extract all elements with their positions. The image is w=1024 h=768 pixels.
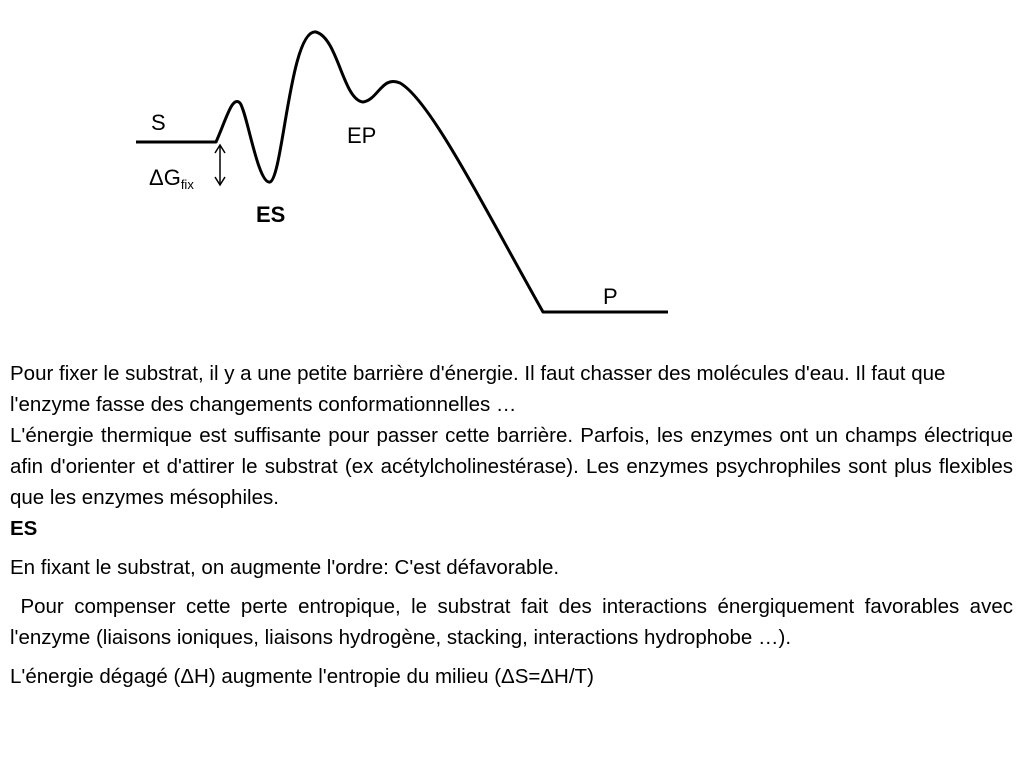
label-p: P xyxy=(603,284,618,309)
energy-curve xyxy=(136,32,668,312)
delta-g-arrow xyxy=(215,145,225,185)
paragraph-3: En fixant le substrat, on augmente l'ordre: C'est défavorable. xyxy=(10,556,560,579)
label-es: ES xyxy=(256,202,286,227)
delta-g-text: ΔG xyxy=(149,165,181,190)
paragraph-5: L'énergie dégagé (ΔH) augmente l'entropie du milieu (ΔS=ΔH/T) xyxy=(10,665,594,688)
label-s: S xyxy=(151,110,166,135)
delta-g-subscript: fix xyxy=(180,177,194,192)
section-heading-es: ES xyxy=(10,517,38,540)
paragraph-4: Pour compenser cette perte entropique, le substrat fait des interactions énergiquement favorables avec l'enzyme (liaisons ioniques, liaisons hydrogène, stacking, interactions hydrophobe …). xyxy=(10,595,1019,649)
paragraph-2: L'énergie thermique est suffisante pour passer cette barrière. Parfois, les enzymes ont un champs électrique afin d'orienter et d'attirer le substrat (ex acétylcholinestérase). Les enzymes psychrophiles sont plus flexibles que les enzymes mésophiles. xyxy=(10,424,1013,509)
text-block xyxy=(10,358,1019,692)
label-delta-g-fix xyxy=(149,167,194,191)
paragraph-1: Pour fixer le substrat, il y a une petite barrière d'énergie. Il faut chasser des molécules d'eau. Il faut que l'enzyme fasse des changements conformationnelles … xyxy=(10,362,946,416)
label-ep: EP xyxy=(347,123,377,148)
